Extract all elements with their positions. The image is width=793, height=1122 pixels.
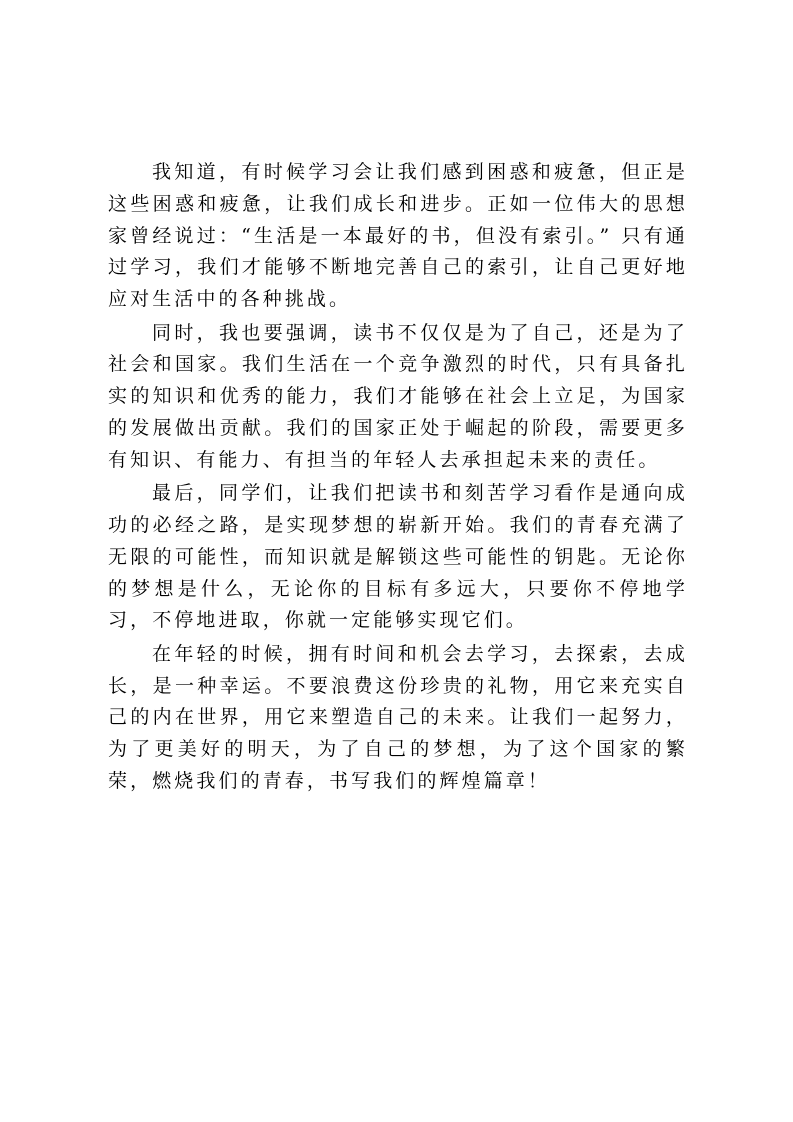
paragraph-2: 同时，我也要强调，读书不仅仅是为了自己，还是为了社会和国家。我们生活在一个竞争激烈的时代，只有具备扎实的知识和优秀的能力，我们才能够在社会上立足，为国家的发展做出贡献。我们的国家正处于崛起的阶段，需要更多有知识、有能力、有担当的年轻人去承担起未来的责任。	[108, 321, 688, 471]
document-body	[108, 157, 688, 799]
paragraph-4: 在年轻的时候，拥有时间和机会去学习，去探索，去成长，是一种幸运。不要浪费这份珍贵的礼物，用它来充实自己的内在世界，用它来塑造自己的未来。让我们一起努力，为了更美好的明天，为了自己的梦想，为了这个国家的繁荣，燃烧我们的青春，书写我们的辉煌篇章！	[108, 642, 688, 792]
paragraph-3: 最后，同学们，让我们把读书和刻苦学习看作是通向成功的必经之路，是实现梦想的崭新开始。我们的青春充满了无限的可能性，而知识就是解锁这些可能性的钥匙。无论你的梦想是什么，无论你的目标有多远大，只要你不停地学习，不停地进取，你就一定能够实现它们。	[108, 482, 688, 632]
paragraph-1: 我知道，有时候学习会让我们感到困惑和疲惫，但正是这些困惑和疲惫，让我们成长和进步。正如一位伟大的思想家曾经说过：“生活是一本最好的书，但没有索引。” 只有通过学习，我们才能够不断地完善自己的索引，让自己更好地应对生活中的各种挑战。	[108, 161, 688, 311]
